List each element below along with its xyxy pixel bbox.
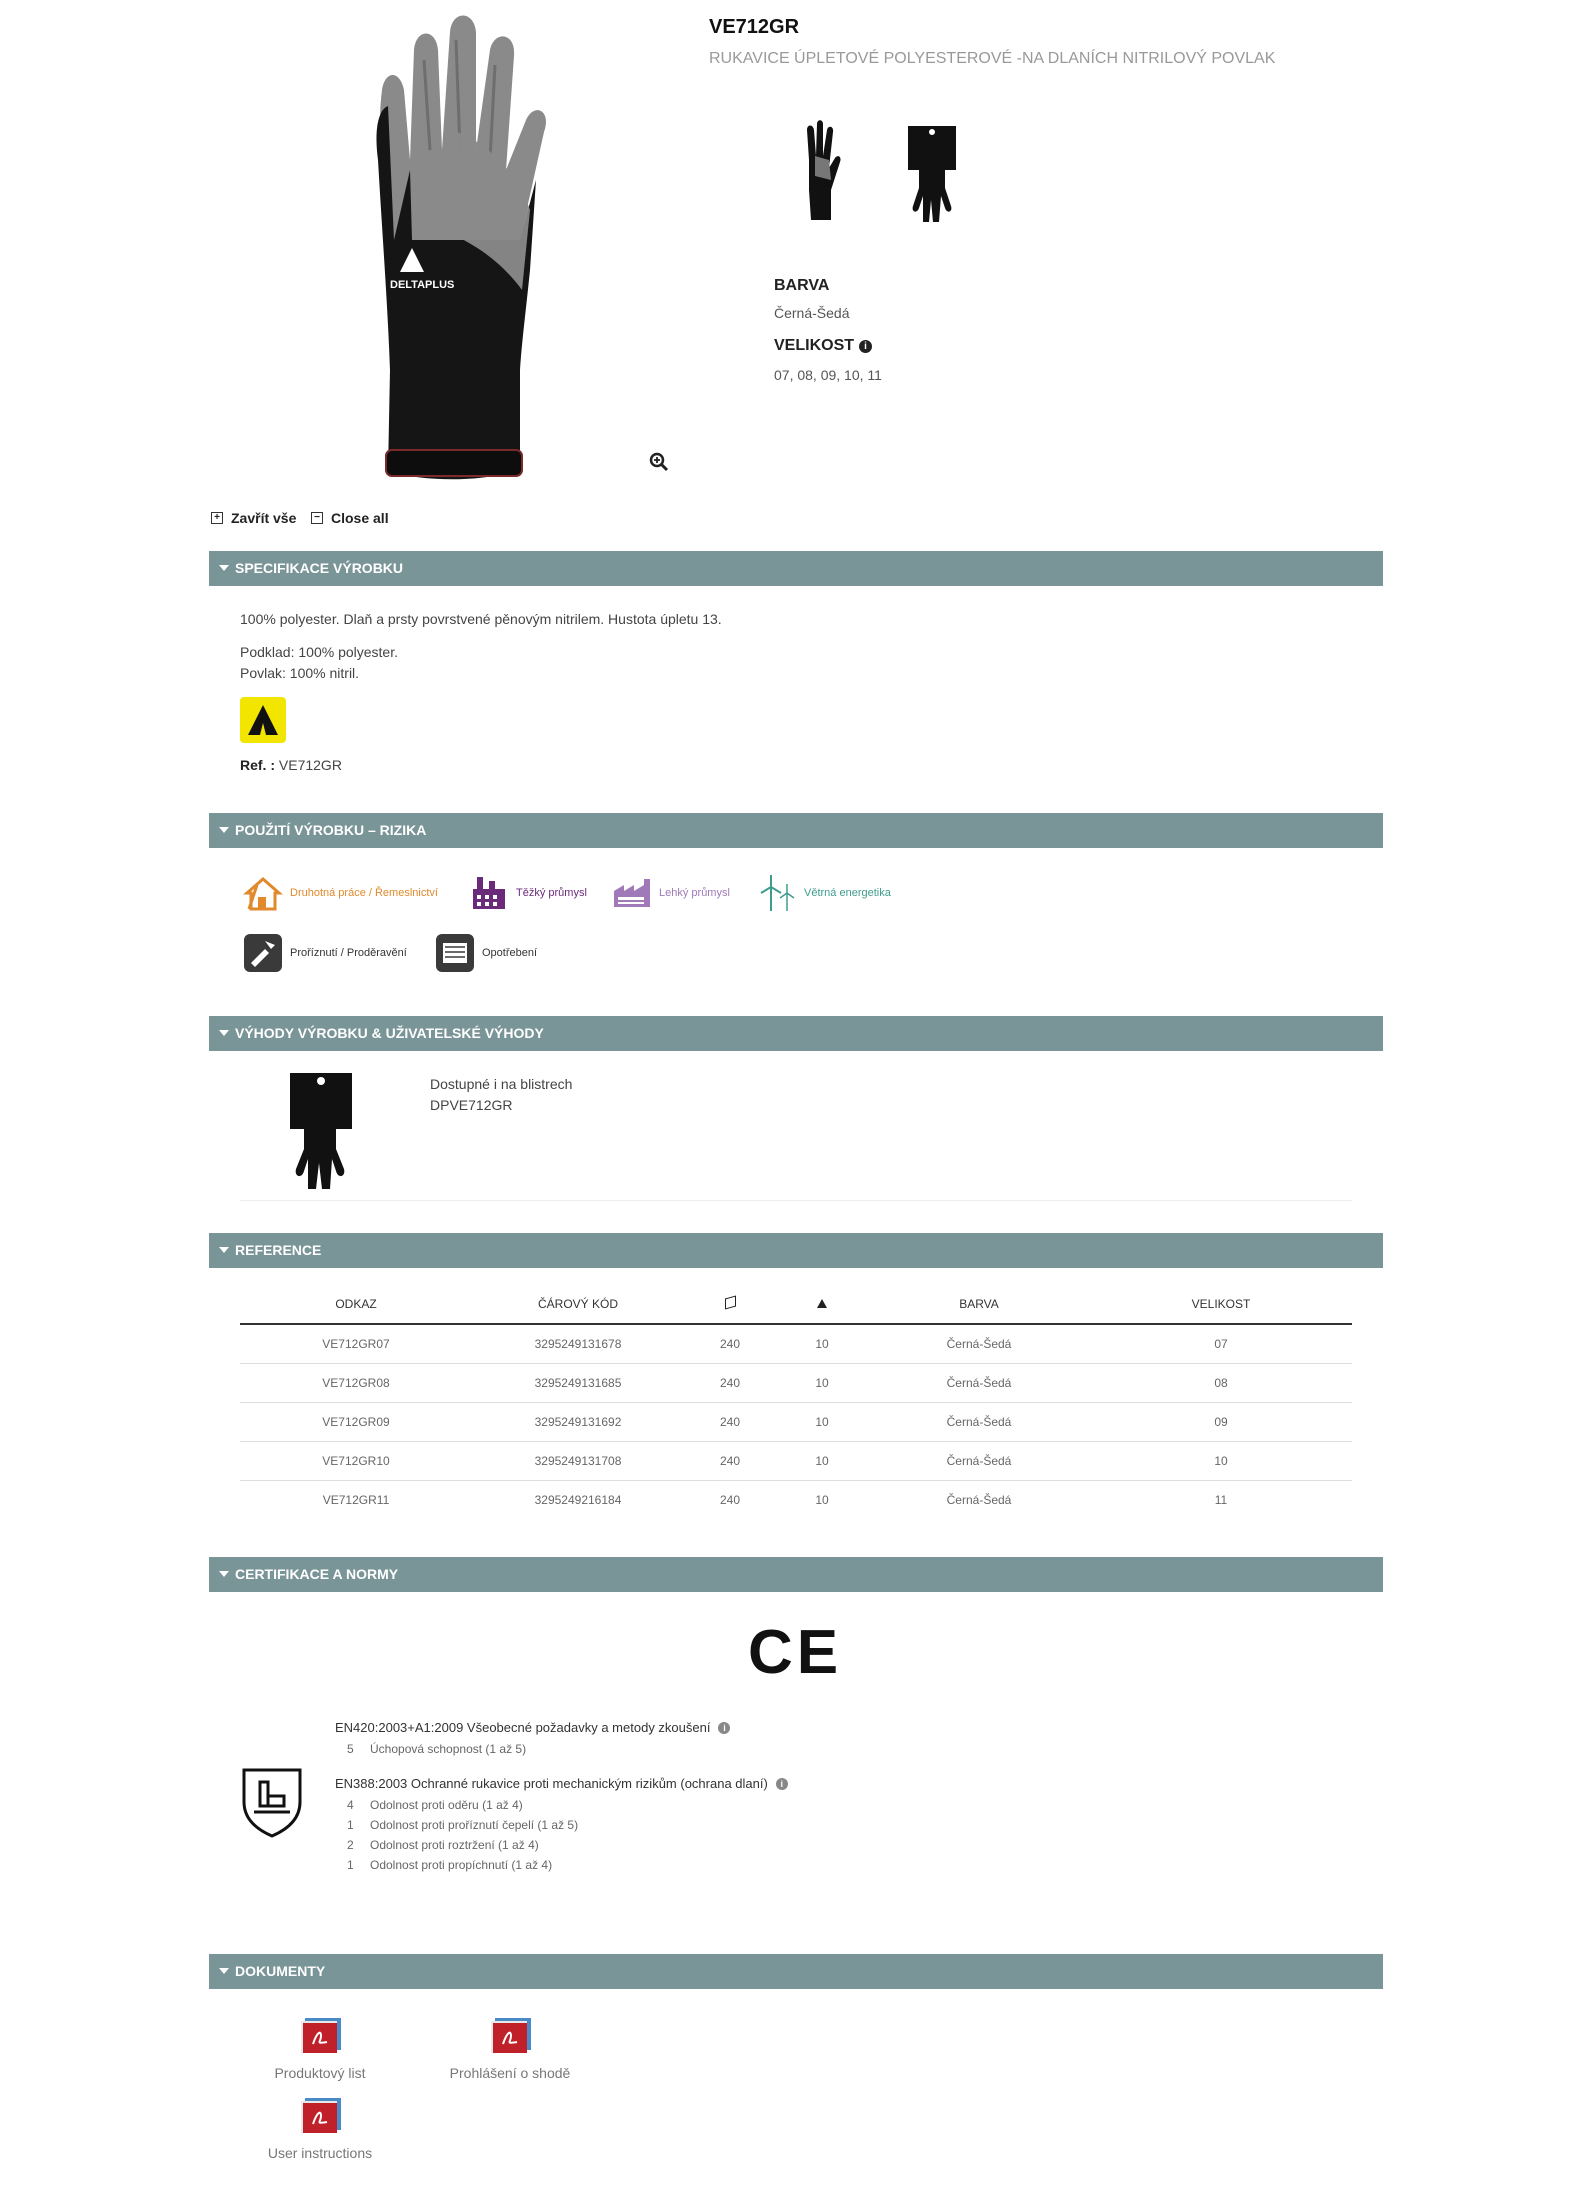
norm-label: Odolnost proti roztržení (1 až 4) [370,1838,539,1852]
norm2-item [347,1818,578,1832]
size-info-icon[interactable]: i [859,340,872,353]
close-all-label: Close all [331,510,389,526]
caret-down-icon [219,827,229,833]
pdf-icon [489,2018,531,2056]
thumbnail-glove[interactable] [795,120,845,225]
section-header-docs[interactable] [209,1954,1383,1989]
cell-color: Černá-Šedá [868,1324,1090,1364]
cell-size: 09 [1090,1403,1352,1442]
col-header-color: BARVA [868,1285,1090,1324]
factory-light-icon [612,873,652,913]
usage-item-heavy-industry [469,873,587,913]
spec-ref-value: VE712GR [278,757,342,773]
norm2-title-text: EN388:2003 Ochranné rukavice proti mechanickým rizikům (ochrana dlaní) [335,1776,768,1791]
cell-barcode: 3295249131708 [472,1442,684,1481]
norm-value: 1 [347,1858,354,1872]
doc-product-sheet[interactable] [225,2018,415,2081]
caret-down-icon [219,565,229,571]
cell-code: VE712GR09 [240,1403,472,1442]
norm-value: 5 [347,1742,354,1756]
section-header-reference[interactable] [209,1233,1383,1268]
norm2-item [347,1838,539,1852]
norm1-title-text: EN420:2003+A1:2009 Všeobecné požadavky a metody zkoušení [335,1720,711,1735]
usage-label: Větrná energetika [804,887,891,899]
usage-item-light-industry [612,873,730,913]
spec-ref [240,757,342,773]
norm2-item [347,1858,552,1872]
reference-table [240,1285,1352,1519]
color-value: Černá-Šedá [774,305,850,321]
usage-item-wind-energy [757,873,891,913]
section-title: VÝHODY VÝROBKU & UŽIVATELSKÉ VÝHODY [235,1025,544,1041]
cell-code: VE712GR11 [322,1493,390,1507]
cell-barcode: 3295249131678 [472,1324,684,1364]
table-row [240,1364,1352,1403]
expand-all-label: Zavřít vše [231,510,297,526]
cell-barcode: 3295249216184 [534,1493,622,1507]
spec-line2: Podklad: 100% polyester. [240,644,398,660]
col-header-box-icon [684,1285,776,1324]
thumbnail-blister[interactable] [905,126,960,226]
col-header-barcode: ČÁROVÝ KÓD [472,1285,684,1324]
risk-label: Opotřebení [482,947,538,959]
table-row [240,1324,1352,1364]
doc-user-instructions[interactable] [225,2098,415,2161]
cell-color: Černá-Šedá [868,1364,1090,1403]
main-product-image[interactable] [330,10,570,490]
en388-shield-icon [240,1766,304,1838]
benefits-line1: Dostupné i na blistrech [430,1076,573,1092]
cell-size: 11 [1214,1493,1228,1507]
cell-size: 08 [1090,1364,1352,1403]
usage-item-crafts [243,873,438,913]
norm2-title [335,1776,788,1791]
section-title: REFERENCE [235,1242,322,1258]
cell-pack-qty: 10 [776,1364,868,1403]
risk-label: Proříznutí / Proděravění [290,947,407,959]
cell-box-qty: 240 [684,1364,776,1403]
norm1-title [335,1720,730,1735]
pdf-icon [299,2098,341,2136]
caret-down-icon [219,1571,229,1577]
box-icon [725,1296,736,1310]
glove-image [330,10,570,490]
minus-square-icon: − [311,512,323,524]
norm2-item [347,1798,523,1812]
usage-label: Těžký průmysl [516,887,587,899]
doc-label: User instructions [267,2145,373,2161]
blister-pack-icon [286,1073,356,1193]
benefits-divider [240,1200,1352,1201]
size-value: 07, 08, 09, 10, 11 [774,367,882,383]
product-subtitle: RUKAVICE ÚPLETOVÉ POLYESTEROVÉ -NA DLANÍCH NITRILOVÝ POVLAK [709,50,1276,67]
norm2-info-icon[interactable]: i [776,1778,788,1790]
zoom-icon[interactable] [649,452,669,472]
deltaplus-logo-icon [240,697,286,743]
norm-label: Odolnost proti oděru (1 až 4) [370,1798,523,1812]
cell-size: 07 [1090,1324,1352,1364]
ce-mark-icon: CE [748,1618,843,1687]
abrasion-icon [435,933,475,973]
pdf-icon [299,2018,341,2056]
benefits-line2: DPVE712GR [430,1097,513,1113]
cell-pack-qty: 10 [776,1403,868,1442]
col-header-person-icon [776,1285,868,1324]
cell-color: Černá-Šedá [946,1493,1012,1507]
norm-label: Odolnost proti proříznutí čepelí (1 až 5) [370,1818,579,1832]
section-header-usage[interactable] [209,813,1383,848]
table-row [240,1403,1352,1442]
norm1-item [347,1742,526,1756]
cell-box-qty: 240 [684,1403,776,1442]
cell-code: VE712GR07 [240,1324,472,1364]
cell-pack-qty: 10 [776,1442,868,1481]
factory-heavy-icon [469,873,509,913]
cell-pack-qty: 10 [776,1324,868,1364]
product-code: VE712GR [709,16,800,38]
cell-code: VE712GR08 [240,1364,472,1403]
risk-item-abrasion [435,933,537,973]
cell-box-qty: 240 [719,1493,741,1507]
norm1-info-icon[interactable]: i [718,1722,730,1734]
doc-declaration[interactable] [415,2018,605,2081]
spec-line3: Povlak: 100% nitril. [240,665,360,681]
table-row [240,1481,1352,1520]
color-label: BARVA [774,277,830,294]
section-title: CERTIFIKACE A NORMY [235,1566,399,1582]
norm-label: Úchopová schopnost (1 až 5) [370,1742,527,1756]
size-label: VELIKOST [774,337,855,354]
house-crafts-icon [243,873,283,913]
cell-barcode: 3295249131692 [472,1403,684,1442]
cell-code: VE712GR10 [240,1442,472,1481]
usage-label: Druhotná práce / Řemeslnictví [290,887,438,899]
section-title: DOKUMENTY [235,1963,326,1979]
cell-box-qty: 240 [684,1324,776,1364]
usage-label: Lehký průmysl [659,887,730,899]
section-title: SPECIFIKACE VÝROBKU [235,560,404,576]
col-header-size: VELIKOST [1090,1285,1352,1324]
norm-value: 4 [347,1798,354,1812]
expand-all-button[interactable] [211,510,296,526]
cut-puncture-icon [243,933,283,973]
cell-size: 10 [1090,1442,1352,1481]
col-header-code: ODKAZ [240,1285,472,1324]
section-header-cert[interactable] [209,1557,1383,1592]
cell-barcode: 3295249131685 [472,1364,684,1403]
risk-item-cut-puncture [243,933,407,973]
spec-line1: 100% polyester. Dlaň a prsty povrstvené pěnovým nitrilem. Hustota úpletu 13. [240,611,722,627]
norm-value: 2 [347,1838,354,1852]
doc-label: Prohlášení o shodě [449,2065,571,2081]
plus-square-icon: + [211,512,223,524]
cell-box-qty: 240 [684,1442,776,1481]
section-header-spec[interactable] [209,551,1383,586]
cell-pack-qty: 10 [815,1493,829,1507]
caret-down-icon [219,1030,229,1036]
table-row [240,1442,1352,1481]
cell-color: Černá-Šedá [868,1442,1090,1481]
doc-label: Produktový list [274,2065,366,2081]
norm-value: 1 [347,1818,354,1832]
cell-color: Černá-Šedá [868,1403,1090,1442]
norm-label: Odolnost proti propíchnutí (1 až 4) [370,1858,553,1872]
glove-brand-text: DELTAPLUS [390,279,455,291]
spec-ref-label: Ref. : [240,757,275,773]
close-all-button[interactable] [311,510,389,526]
caret-down-icon [219,1968,229,1974]
caret-down-icon [219,1247,229,1253]
section-header-benefits[interactable] [209,1016,1383,1051]
table-header-row [240,1285,1352,1324]
person-icon [817,1299,827,1308]
section-title: POUŽITÍ VÝROBKU – RIZIKA [235,822,427,838]
wind-turbine-icon [757,873,797,913]
